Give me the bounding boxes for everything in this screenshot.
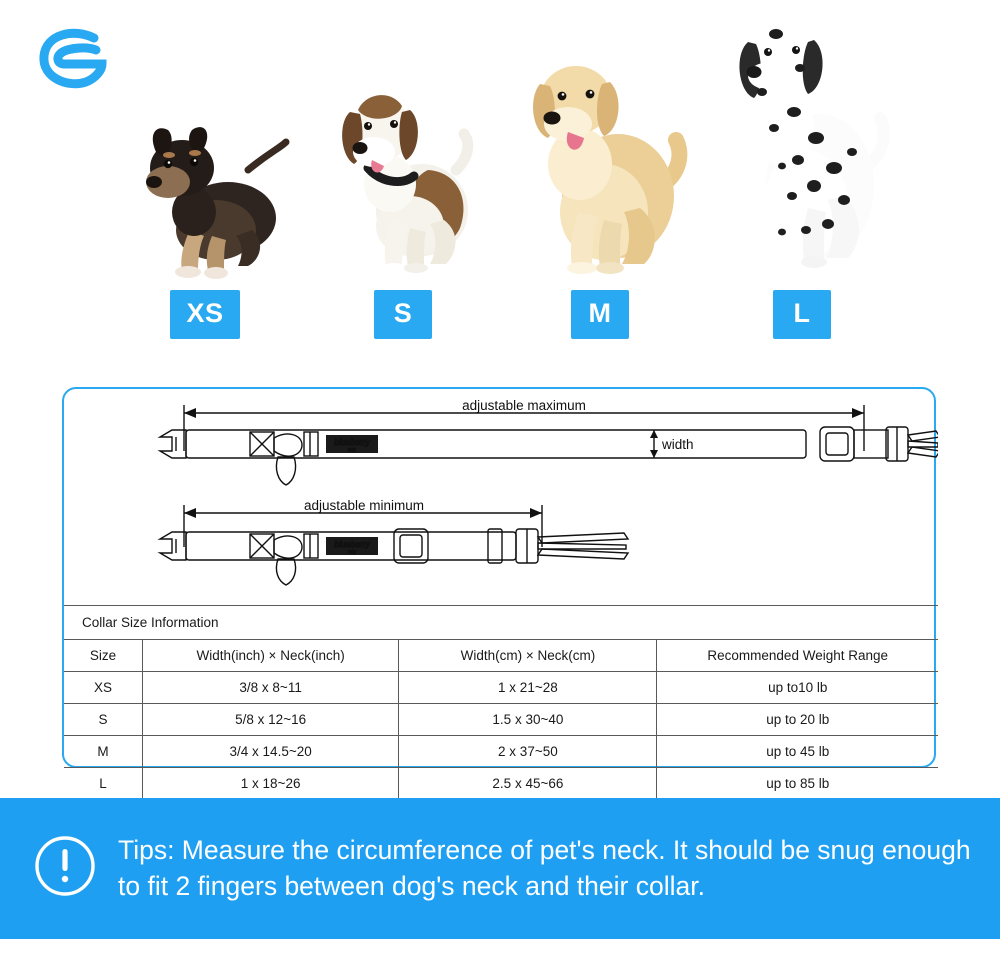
cell-size: L: [64, 768, 142, 800]
cell-size: XS: [64, 672, 142, 704]
dog-size-cell-m: [510, 28, 690, 339]
size-badge-s: S: [374, 290, 432, 339]
adjustable-minimum-label: adjustable minimum: [303, 498, 425, 513]
svg-text:PET: PET: [347, 549, 357, 555]
size-badge-xs: XS: [170, 290, 239, 339]
dog-illustration-l: [712, 0, 892, 290]
svg-text:blueberry: blueberry: [334, 539, 370, 549]
table-row: [64, 704, 938, 736]
cell-inch: 1 x 18~26: [142, 768, 398, 800]
cell-inch: 3/4 x 14.5~20: [142, 736, 398, 768]
table-row: [64, 672, 938, 704]
dog-size-cell-l: [712, 0, 892, 339]
dog-size-cell-s: [318, 60, 488, 339]
table-caption-row: [64, 606, 938, 640]
cell-weight: up to 45 lb: [657, 736, 938, 768]
tips-text: Tips: Measure the circumference of pet's neck. It should be snug enough to fit 2 fingers between dog's neck and their collar.: [118, 835, 971, 901]
cell-inch: 3/8 x 8~11: [142, 672, 398, 704]
collar-size-table: [64, 605, 938, 799]
header-weight: Recommended Weight Range: [657, 640, 938, 672]
cell-weight: up to10 lb: [657, 672, 938, 704]
dog-illustration-m: [510, 28, 690, 290]
table-caption: Collar Size Information: [64, 606, 938, 640]
cell-size: S: [64, 704, 142, 736]
cell-size: M: [64, 736, 142, 768]
size-badge-l: L: [773, 290, 831, 339]
cell-weight: up to 85 lb: [657, 768, 938, 800]
collar-diagram: [64, 389, 938, 605]
table-header-row: [64, 640, 938, 672]
table-row: [64, 768, 938, 800]
size-table-wrapper: [64, 605, 938, 799]
size-badge-m: M: [571, 290, 629, 339]
header-cm: Width(cm) × Neck(cm): [399, 640, 657, 672]
table-row: [64, 736, 938, 768]
dog-illustration-xs: [120, 90, 290, 290]
header-inch: Width(inch) × Neck(inch): [142, 640, 398, 672]
adjustable-maximum-label: adjustable maximum: [462, 398, 586, 413]
cell-cm: 2.5 x 45~66: [399, 768, 657, 800]
header-size: Size: [64, 640, 142, 672]
cell-weight: up to 20 lb: [657, 704, 938, 736]
width-label: width: [662, 437, 694, 452]
svg-text:blueberry: blueberry: [334, 437, 370, 447]
cell-cm: 1.5 x 30~40: [399, 704, 657, 736]
dog-size-row: [0, 0, 1000, 355]
svg-text:PET: PET: [347, 447, 357, 453]
dog-illustration-s: [318, 60, 488, 290]
tips-banner: [0, 798, 1000, 939]
collar-spec-panel: [62, 387, 936, 791]
cell-inch: 5/8 x 12~16: [142, 704, 398, 736]
cell-cm: 2 x 37~50: [399, 736, 657, 768]
dog-size-cell-xs: [120, 90, 290, 339]
exclamation-circle-icon: [34, 835, 96, 902]
cell-cm: 1 x 21~28: [399, 672, 657, 704]
